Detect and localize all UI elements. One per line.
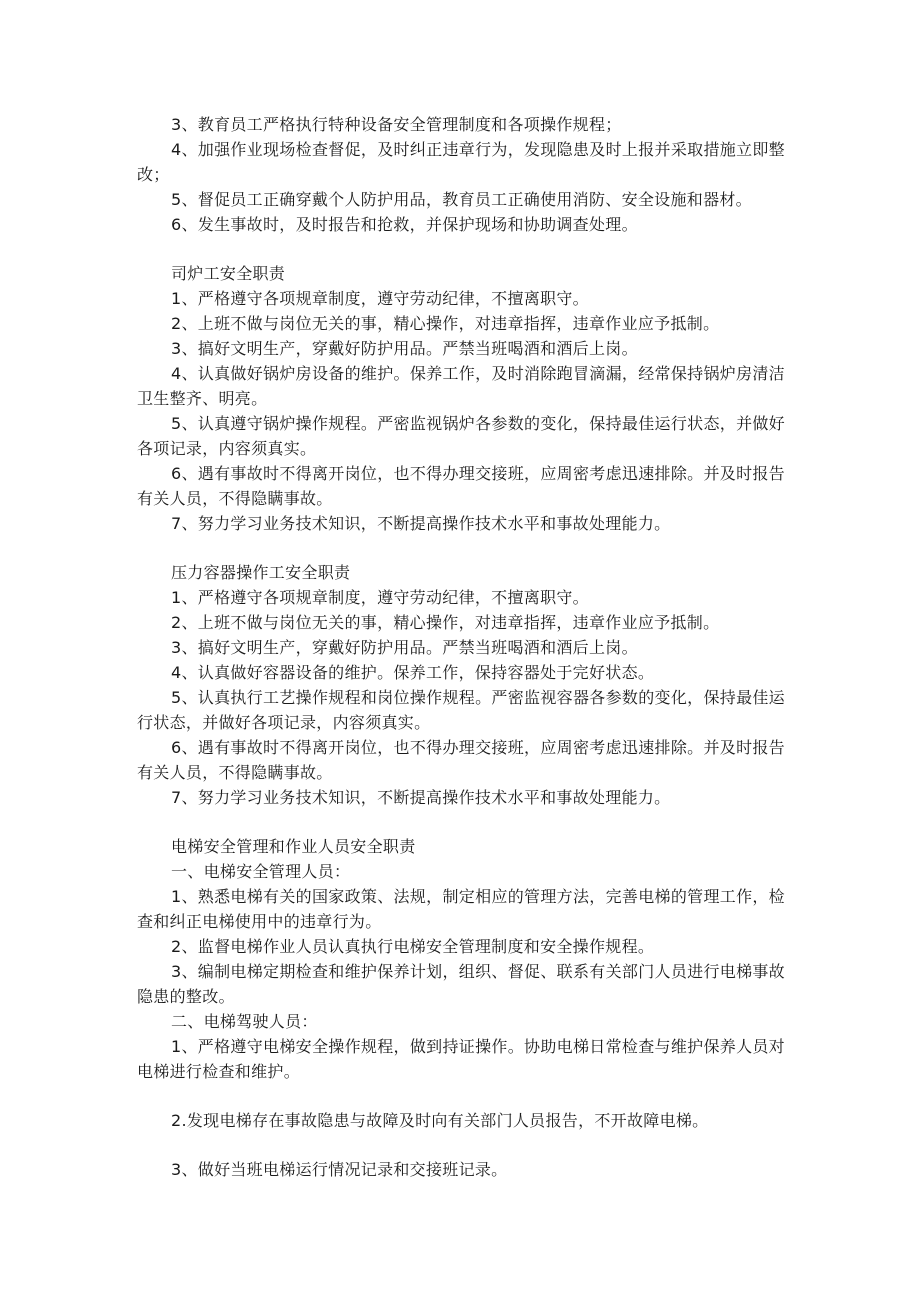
pressure-item: 3、搞好文明生产，穿戴好防护用品。严禁当班喝酒和酒后上岗。 [171, 638, 638, 657]
manager-item: 3、编制电梯定期检查和维护保养计划，组织、督促、联系有关部门人员进行电梯事故隐患的整改。 [137, 962, 785, 1006]
pressure-item: 6、遇有事故时不得离开岗位，也不得办理交接班，应周密考虑迅速排除。并及时报告有关人员，不得隐瞒事故。 [137, 738, 785, 782]
elevator-section [137, 834, 785, 1182]
boiler-section [137, 261, 785, 536]
section-title: 压力容器操作工安全职责 [171, 563, 351, 582]
manager-item: 1、熟悉电梯有关的国家政策、法规，制定相应的管理方法，完善电梯的管理工作，检查和纠正电梯使用中的违章行为。 [137, 887, 785, 931]
pressure-item: 7、努力学习业务技术知识，不断提高操作技术水平和事故处理能力。 [171, 788, 671, 807]
subsection-heading: 二、电梯驾驶人员： [171, 1012, 318, 1031]
section-spacer [137, 237, 785, 261]
manager-item: 2、监督电梯作业人员认真执行电梯安全管理制度和安全操作规程。 [171, 937, 655, 956]
driver-item: 1、严格遵守电梯安全操作规程，做到持证操作。协助电梯日常检查与维护保养人员对电梯进行检查和维护。 [137, 1037, 785, 1081]
driver-item: 2.发现电梯存在事故隐患与故障及时向有关部门人员报告，不开故障电梯。 [171, 1111, 709, 1130]
boiler-item: 4、认真做好锅炉房设备的维护。保养工作，及时消除跑冒滴漏，经常保持锅炉房清洁卫生整齐、明亮。 [137, 364, 785, 408]
boiler-item: 5、认真遵守锅炉操作规程。严密监视锅炉各参数的变化，保持最佳运行状态，并做好各项记录，内容须真实。 [137, 414, 785, 458]
boiler-item: 3、搞好文明生产，穿戴好防护用品。严禁当班喝酒和酒后上岗。 [171, 339, 638, 358]
paragraph-spacer [137, 1133, 785, 1157]
section-title: 司炉工安全职责 [171, 264, 286, 283]
pressure-item: 2、上班不做与岗位无关的事，精心操作，对违章指挥，违章作业应予抵制。 [171, 613, 720, 632]
intro-item: 5、督促员工正确穿戴个人防护用品，教育员工正确使用消防、安全设施和器材。 [171, 190, 752, 209]
intro-item: 3、教育员工严格执行特种设备安全管理制度和各项操作规程； [171, 115, 622, 134]
pressure-item: 1、严格遵守各项规章制度，遵守劳动纪律，不擅离职守。 [171, 588, 589, 607]
subsection-heading: 一、电梯安全管理人员： [171, 862, 351, 881]
document-page [137, 112, 785, 1182]
boiler-item: 7、努力学习业务技术知识，不断提高操作技术水平和事故处理能力。 [171, 514, 671, 533]
driver-item: 3、做好当班电梯运行情况记录和交接班记录。 [171, 1160, 508, 1179]
boiler-item: 6、遇有事故时不得离开岗位，也不得办理交接班，应周密考虑迅速排除。并及时报告有关人员，不得隐瞒事故。 [137, 464, 785, 508]
section-spacer [137, 810, 785, 834]
pressure-section [137, 560, 785, 810]
section-title: 电梯安全管理和作业人员安全职责 [171, 837, 416, 856]
intro-item: 4、加强作业现场检查督促，及时纠正违章行为，发现隐患及时上报并采取措施立即整改； [137, 140, 785, 184]
intro-section [137, 112, 785, 237]
paragraph-spacer [137, 1084, 785, 1108]
pressure-item: 5、认真执行工艺操作规程和岗位操作规程。严密监视容器各参数的变化，保持最佳运行状态，并做好各项记录，内容须真实。 [137, 688, 785, 732]
pressure-item: 4、认真做好容器设备的维护。保养工作，保持容器处于完好状态。 [171, 663, 655, 682]
section-spacer [137, 536, 785, 560]
boiler-item: 2、上班不做与岗位无关的事，精心操作，对违章指挥，违章作业应予抵制。 [171, 314, 720, 333]
intro-item: 6、发生事故时，及时报告和抢救，并保护现场和协助调查处理。 [171, 215, 638, 234]
boiler-item: 1、严格遵守各项规章制度，遵守劳动纪律，不擅离职守。 [171, 289, 589, 308]
